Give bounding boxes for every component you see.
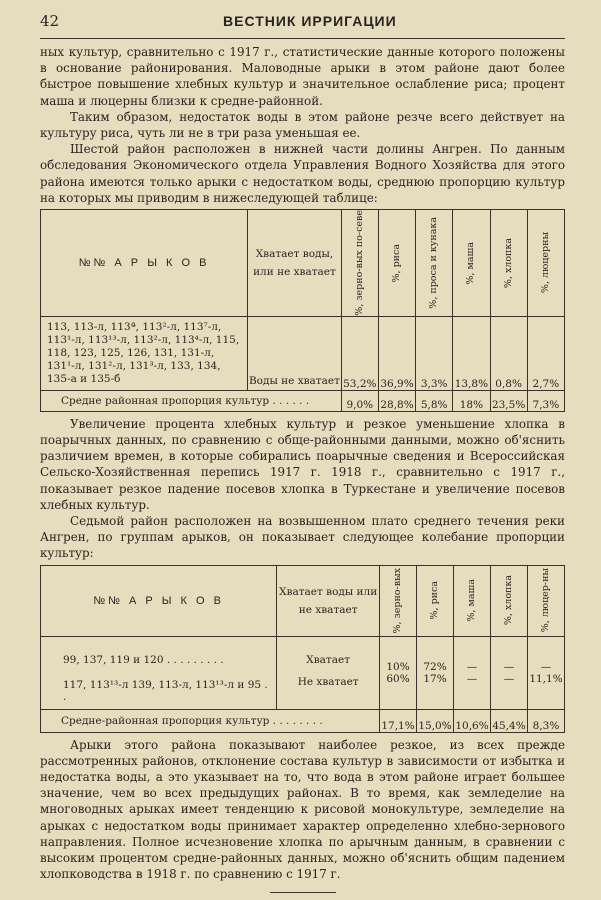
table2-row2-water: Не хватает xyxy=(277,673,380,710)
table1-aryki-list: 113, 113-л, 113ª, 113²-л, 113⁷-л, 113¹-л, 113¹³-л, 113²-л, 113⁴-л, 115, 118, 123, 125, 126, 131, 131-л, 131¹-л, 131²-л, 131³-л, 133, 134, 135-а и 135-б xyxy=(41,316,248,390)
table2-row1-aryki: 99, 137, 119 и 120 . . . . . . . . . xyxy=(41,636,277,673)
table2-avg-grain: 17,1% xyxy=(380,709,417,732)
table1-avg-grain: 9,0% xyxy=(341,390,378,411)
paragraph-6: Арыки этого района показывают наиболее резкое, из всех прежде рассмотренных районов, отклонение состава культур в зависимости от избытка и недостатка воды, а это указывает на то, что вода в этом районе играет большее значение, чем во всех предыдущих районах. В то время, как земледелие на многоводных арыках имеет тенденцию к рисовой монокультуре, земледелие на арыках с недостатком воды принимает характер определенно хлебно-зернового направления. Полное исчезновение хлопка по арычным данным, в сравнении с высоким процентом средне-районных данных, можно об'яснить общим падением хлопководства в 1918 г. по сравнению с 1917 г. xyxy=(40,737,565,882)
table-row xyxy=(41,673,565,710)
table2-header-rice: %, риса xyxy=(417,565,454,636)
table1-header-rice: %, риса xyxy=(378,210,415,317)
table2-row2-aryki: 117, 113¹³-л 139, 113-л, 113¹³-л и 95 . . xyxy=(41,673,277,710)
table1-value-cotton: 0,8% xyxy=(490,316,527,390)
table2-header-mash: %, маша xyxy=(454,565,491,636)
table2-avg-row xyxy=(41,709,565,732)
table2-row2-grain: 60% xyxy=(380,673,417,710)
table-district-6 xyxy=(40,209,565,412)
table2-row1-water: Хватает xyxy=(277,636,380,673)
table2-avg-alfalfa: 8,3% xyxy=(527,709,564,732)
paragraph-3: Шестой район расположен в нижней части долины Ангрен. По данным обследования Экономического отдела Управления Водного Хозяйства для этого района имеются только арыки с недостатком воды, среднюю пропорцию культур на которых мы приводим в нижеследующей таблице: xyxy=(40,142,565,205)
table2-row2-mash: — xyxy=(454,673,491,710)
table2-row2-rice: 17% xyxy=(417,673,454,710)
table1-header-cotton: %, хлопка xyxy=(490,210,527,317)
table2-avg-rice: 15,0% xyxy=(417,709,454,732)
table1-value-alfalfa: 2,7% xyxy=(527,316,564,390)
table1-avg-cotton: 23,5% xyxy=(490,390,527,411)
table1-value-mash: 13,8% xyxy=(453,316,490,390)
page-header xyxy=(40,12,565,39)
table1-avg-label: Средне районная пропорция культур . . . . . . xyxy=(41,390,342,411)
paragraph-4: Увеличение процента хлебных культур и резкое уменьшение хлопка в поарычных данных, по сравнению с обще-районными данными, можно об'яснить различием времен, в которые собирались поарычные сведения и Всероссийская Сельско-Хозяйственная перепись 1917 г. 1918 г., сравнительно с 1917 г., показывает резкое падение посевов хлопка в Туркестане и увеличение посевов хлебных культур. xyxy=(40,416,565,512)
table2-avg-mash: 10,6% xyxy=(454,709,491,732)
table2-header-grain: %, зерно-вых xyxy=(380,565,417,636)
table1-value-grain: 53,2% xyxy=(341,316,378,390)
journal-title: ВЕСТНИК ИРРИГАЦИИ xyxy=(223,13,397,29)
table2-row1-rice: 72% xyxy=(417,636,454,673)
table2-header-row xyxy=(41,565,565,636)
table1-avg-mash: 18% xyxy=(453,390,490,411)
table2-header-alfalfa: %, люцер-ны xyxy=(527,565,564,636)
table1-avg-rice: 28,8% xyxy=(378,390,415,411)
table-row xyxy=(41,636,565,673)
table1-avg-millet: 5,8% xyxy=(416,390,453,411)
paragraph-5: Седьмой район расположен на возвышенном плато среднего течения реки Ангрен, по группам арыков, он показывает следующее колебание пропорции культур: xyxy=(40,513,565,561)
table1-header-millet: %, проса и кунака xyxy=(416,210,453,317)
table1-header-aryki: №№ А Р Ы К О В xyxy=(41,210,248,317)
table2-row2-cotton: — xyxy=(491,673,528,710)
table-district-7 xyxy=(40,565,565,733)
table1-header-alfalfa: %, люцерны xyxy=(527,210,564,317)
table2-avg-label: Средне-районная пропорция культур . . . . . . . . xyxy=(41,709,380,732)
table2-header-aryki: №№ А Р Ы К О В xyxy=(41,565,277,636)
table2-row1-grain: 10% xyxy=(380,636,417,673)
page-number: 42 xyxy=(40,12,60,30)
table1-water-status: Воды не хватает xyxy=(248,316,342,390)
table2-row1-cotton: — xyxy=(491,636,528,673)
table2-header-water: Хватает воды или не хватает xyxy=(277,565,380,636)
table2-row1-mash: — xyxy=(454,636,491,673)
table1-avg-alfalfa: 7,3% xyxy=(527,390,564,411)
table1-avg-row xyxy=(41,390,565,411)
table2-header-cotton: %, хлопка xyxy=(491,565,528,636)
table1-header-grain: %, зерно-вых по-севе xyxy=(341,210,378,317)
table1-header-water: Хватает воды, или не хватает xyxy=(248,210,342,317)
table1-value-millet: 3,3% xyxy=(416,316,453,390)
table1-value-rice: 36,9% xyxy=(378,316,415,390)
table1-header-mash: %, маша xyxy=(453,210,490,317)
table-row xyxy=(41,316,565,390)
paragraph-1: ных культур, сравнительно с 1917 г., статистические данные которого положены в основание районирования. Маловодные арыки в этом районе дают более быстрое повышение хлебных культур и значительное ослабление риса; процент маша и люцерны близки к средне-районной. xyxy=(40,45,565,108)
paragraph-2: Таким образом, недостаток воды в этом районе резче всего действует на культуру риса, чуть ли не в три раза уменьшая ее. xyxy=(40,109,565,141)
table2-avg-cotton: 45,4% xyxy=(491,709,528,732)
table2-row2-alfalfa: 11,1% xyxy=(527,673,564,710)
closing-divider xyxy=(270,892,336,893)
table2-row1-alfalfa: — xyxy=(527,636,564,673)
table1-header-row xyxy=(41,210,565,317)
